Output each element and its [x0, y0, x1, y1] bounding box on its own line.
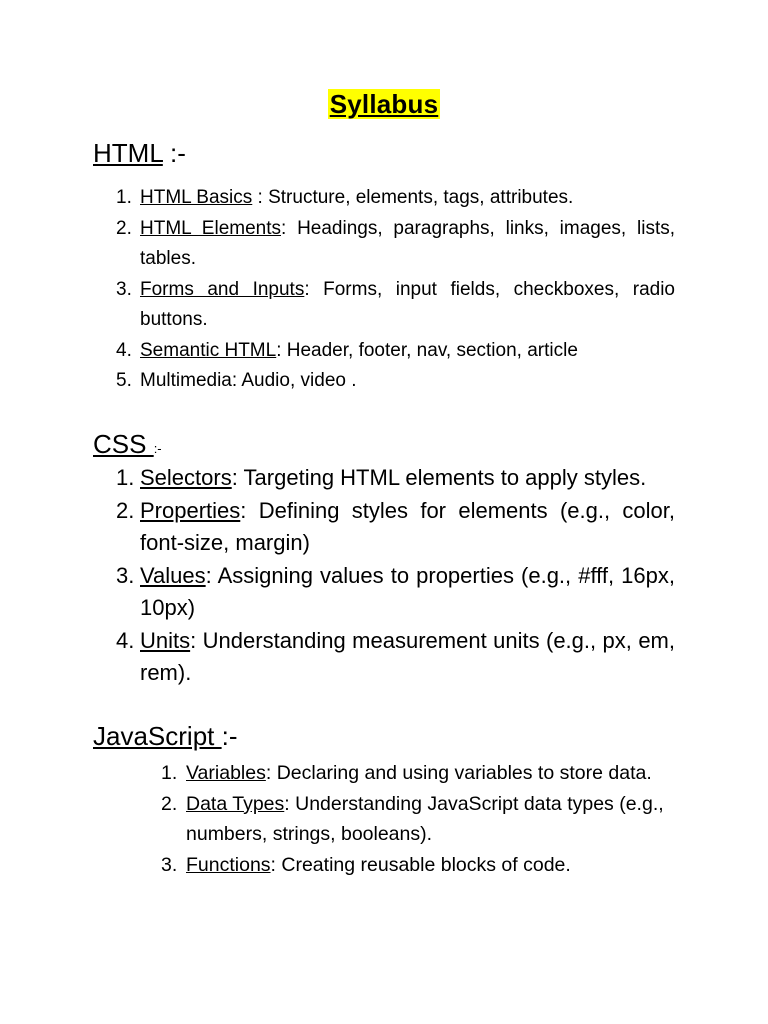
javascript-topic-list	[161, 758, 676, 880]
item-description: : Defining styles for elements (e.g., color, font-size, margin)	[140, 497, 675, 555]
item-term: Semantic HTML	[140, 339, 277, 361]
title-text: Syllabus	[329, 89, 439, 119]
item-number: 5.	[116, 370, 132, 391]
item-term: Properties	[140, 497, 241, 523]
heading-separator: :-	[153, 441, 162, 456]
html-topic-list	[116, 183, 676, 397]
item-description: : Understanding JavaScript data types (e.g., numbers, strings, booleans).	[186, 792, 664, 845]
list-item	[116, 625, 675, 690]
item-term: Values	[140, 562, 206, 588]
item-number: 3.	[116, 562, 135, 588]
list-item	[116, 214, 676, 275]
list-item	[116, 366, 675, 397]
item-number: 1.	[116, 187, 132, 208]
list-item	[116, 560, 675, 625]
item-number: 3.	[116, 278, 132, 300]
item-description: : Header, footer, nav, section, article	[276, 339, 578, 361]
item-description: : Understanding measurement units (e.g., px, em, rem).	[140, 627, 675, 685]
item-term: Data Types	[186, 792, 285, 815]
list-item	[161, 758, 676, 789]
item-description: : Structure, elements, tags, attributes.	[252, 187, 574, 208]
document-title	[0, 89, 768, 120]
css-topic-list	[116, 462, 675, 690]
item-number: 4.	[116, 339, 132, 361]
item-description: : Forms, input fields, checkboxes, radio buttons.	[140, 278, 675, 330]
list-item	[116, 183, 675, 214]
heading-separator: :-	[221, 721, 238, 751]
list-item	[116, 275, 675, 336]
list-item	[161, 789, 676, 850]
item-term: Variables	[186, 762, 266, 784]
list-item	[161, 850, 676, 881]
item-term: Units	[140, 627, 191, 653]
heading-name: HTML	[93, 138, 163, 168]
heading-name: CSS	[93, 429, 154, 459]
item-number: 2.	[116, 217, 132, 239]
section-heading-javascript	[93, 721, 238, 752]
item-description: : Assigning values to properties (e.g., #fff, 16px, 10px)	[140, 562, 675, 620]
heading-name: JavaScript	[93, 721, 222, 751]
list-item	[116, 462, 675, 495]
section-heading-css	[93, 429, 162, 460]
item-term: HTML Basics	[140, 187, 253, 208]
item-number: 3.	[161, 853, 178, 876]
item-number: 1.	[116, 465, 135, 490]
item-number: 2.	[116, 497, 135, 523]
list-item	[116, 495, 675, 560]
heading-separator: :-	[162, 138, 186, 168]
item-number: 1.	[161, 762, 178, 784]
item-term: HTML Elements	[140, 217, 282, 239]
item-number: 2.	[161, 792, 178, 815]
section-heading-html	[93, 138, 186, 169]
item-term: Selectors	[140, 465, 232, 490]
item-description: : Headings, paragraphs, links, images, lists, tables.	[140, 217, 676, 269]
item-term: Functions	[186, 853, 271, 876]
item-description: : Creating reusable blocks of code.	[270, 853, 571, 876]
list-item	[116, 336, 675, 367]
item-description: : Declaring and using variables to store data.	[265, 762, 652, 784]
item-term: Forms and Inputs	[140, 278, 305, 300]
item-description: Multimedia: Audio, video .	[140, 370, 357, 391]
item-number: 4.	[116, 627, 135, 653]
item-description: : Targeting HTML elements to apply styles.	[231, 465, 647, 490]
